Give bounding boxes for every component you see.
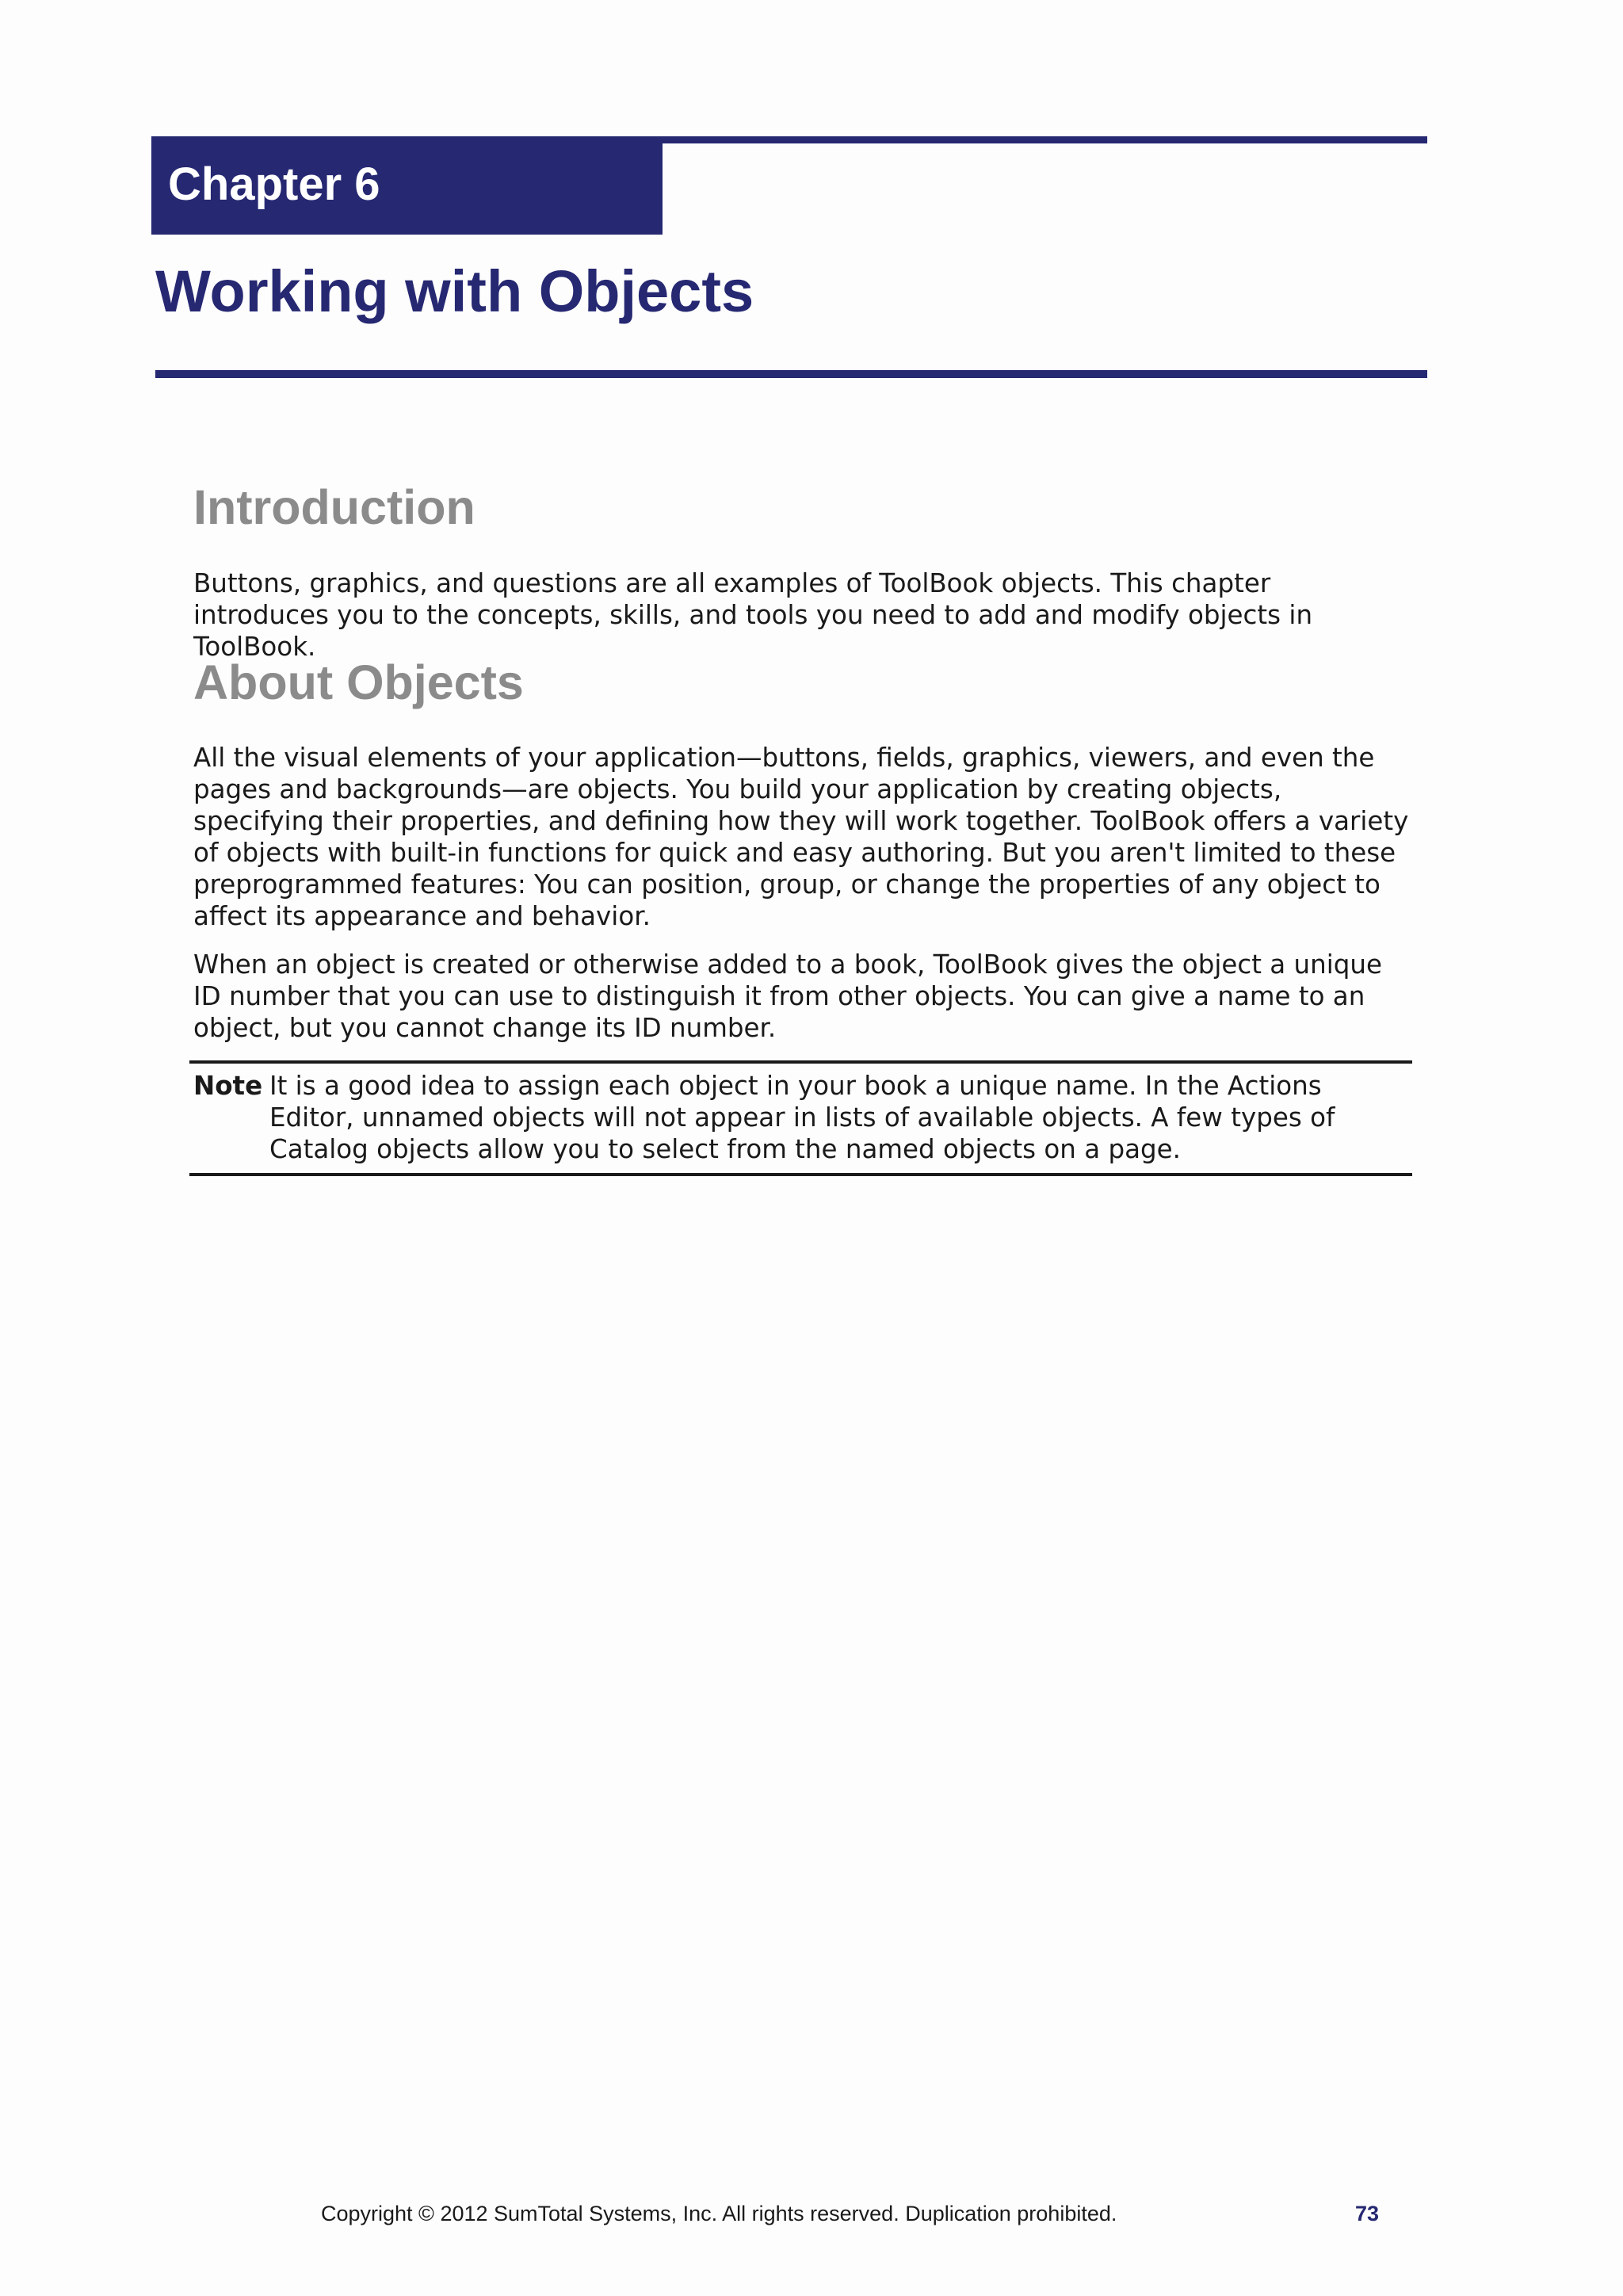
chapter-title-rule bbox=[155, 370, 1427, 378]
note-callout bbox=[189, 1060, 1412, 1176]
chapter-title: Working with Objects bbox=[155, 258, 754, 324]
paragraph-about-objects-1: All the visual elements of your application—buttons, fields, graphics, viewers, and even the pages and backgrounds—are objects. You build your application by creating objects, specifying their properties, and defining how they will work together. ToolBook offers a variety of objects with built-in functions for quick and easy authoring. But you aren't limited to these preprogrammed features: You can position, group, or change the properties of any object to affect its appearance and behavior. bbox=[193, 743, 1409, 931]
page-number: 73 bbox=[1355, 2202, 1380, 2225]
section-heading-introduction: Introduction bbox=[193, 480, 475, 534]
note-text: It is a good idea to assign each object in your book a unique name. In the Actions Editor, unnamed objects will not appear in lists of available objects. A few types of Catalog objects allow you to select from the named objects on a page. bbox=[269, 1071, 1335, 1164]
chapter-label: Chapter 6 bbox=[168, 159, 380, 210]
footer-copyright: Copyright © 2012 SumTotal Systems, Inc. All rights reserved. Duplication prohibited. bbox=[321, 2202, 1117, 2225]
section-heading-about-objects: About Objects bbox=[193, 655, 524, 709]
paragraph-about-objects-2: When an object is created or otherwise added to a book, ToolBook gives the object a unique ID number that you can use to distinguish it from other objects. You can give a name to an object, but you cannot change its ID number. bbox=[193, 949, 1382, 1043]
note-label: Note bbox=[193, 1071, 263, 1101]
paragraph-introduction: Buttons, graphics, and questions are all examples of ToolBook objects. This chapter introduces you to the concepts, skills, and tools you need to add and modify objects in ToolBook. bbox=[193, 568, 1313, 662]
